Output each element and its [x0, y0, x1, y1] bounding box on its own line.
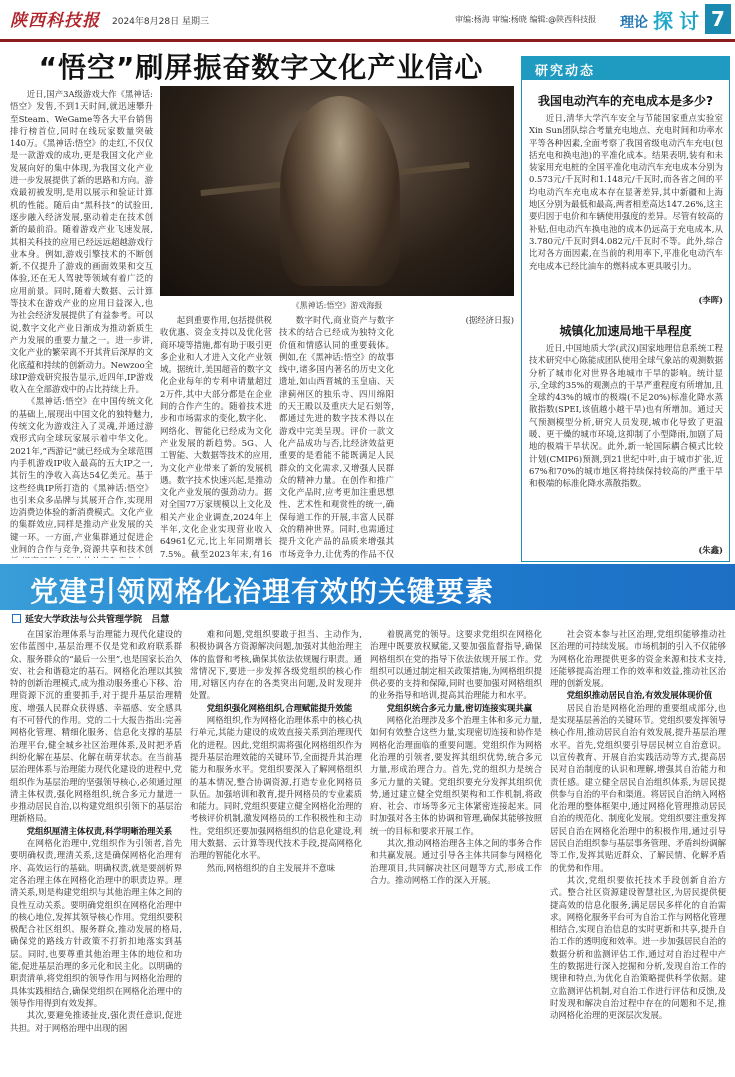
masthead: [0, 0, 735, 42]
article1-column-3a: [279, 314, 394, 560]
byline-author: 吕慧: [151, 615, 170, 625]
byline-org: 延安大学政法与公共管理学院: [25, 615, 143, 625]
article2-subhead-1: 党组织厘清主体权责,科学明晰治理关系: [26, 825, 173, 836]
article1-source: (据经济日报): [465, 315, 514, 325]
article2-headline: 党建引领网格化治理有效的关键要素: [30, 575, 495, 608]
photo-caption: 《黑神话:悟空》游戏海报: [291, 301, 383, 310]
sidebar-item2-title: 城镇化加速局地干旱程度: [559, 324, 692, 338]
article2-subhead-2: 党组织强化网格组织,合理赋能提升效能: [206, 702, 353, 713]
article2-column-1: [10, 628, 182, 1074]
article2-text-2a: 难和问题,党组织要敢于担当、主动作为,积极协调各方资源解决问题,加强对其他治理主体的监督和考核,确保其依法依规履行职责。通常情况下,要进一步发挥各级党组织的核心作用,对辖区内存在的各类突出问题,及时发现并处置。: [190, 629, 362, 701]
article1-text-1: 近日,国产3A级游戏大作《黑神话:悟空》发售,不到1天时间,就迅速攀升至Steam、WeGame等各大平台销售排行榜首位,同时在线玩家数量突破140万。《黑神话:悟空》的走红,不仅仅是一款游戏的成功,更是我国文化产业发展向好的集中体现,为我国文化产业进一步发展提供了新的思路和方向。游戏最初被发明,是用以展示和验证计算机的性能。随后由“黑科技”的试验田,逐步融入经济发展,驱动着走在技术创新的最前沿。随着游戏产业飞速发展,其相关科技的应用已经远远超越游戏行业本身。例如,游戏引擎技术的不断创新,不仅提升了游戏的画面效果和交互体验,还在无人驾驶等领域有着广泛的应用前景。同时,随着大数据、云计算等技术在游戏产业的应用日益深入,也为社会经济发展提供了有益参考。可以说,数字文化产业日渐成为推动新质生产力发展的重要力量之一。进一步讲,文化产业的繁荣离不开其背后深厚的文化底蕴和持续的创新动力。Newzoo全球IP游戏研究报告显示,近四年,IP游戏收入在全部游戏中的占比持续上升。: [10, 89, 153, 395]
sidebar-item1-title: 我国电动汽车的充电成本是多少?: [538, 94, 713, 108]
sidebar-header: [521, 56, 730, 80]
article2-text-2c: 然而,网格组织的自主发展并不意味: [206, 862, 336, 873]
sidebar-item1-body: [529, 112, 723, 308]
sidebar-header-label: 研究动态: [535, 64, 596, 79]
article1-text-1b: 《黑神话:悟空》在中国传统文化的基础上,展现出中国文化的独特魅力,传统文化为游戏注入了灵魂,并通过游戏形式向全球玩家展示着中华文化。2021年,“西游记”就已经成为全球范围内手机游戏IP收入最高的五大IP之一,其衍生的净收入高达54亿美元。基于这些经典IP所打造的《黑神话:悟空》也引来众多品牌与其展开合作,实现用边消费边体验的新消费模式。文化产业的集群效应,同样是推动产业发展的关键一环。一方面,产业集群通过促进企业间的合作与竞争,资源共享和技术创: [10, 396, 153, 554]
photo-figure-shape: [280, 96, 400, 286]
sidebar-item2-author: (朱鑫): [698, 545, 723, 555]
article2-headline-band: [0, 564, 735, 610]
article2-text-2b: 网格组织,作为网格化治理体系中的核心执行单元,其能力建设的成效直接关系到治理现代化的进程。因此,党组织需将强化网格组织作为提升基层治理效能的关键环节,全面提升其治理能力和服务水平。党组织要深入了解网格组织的基本情况,整合协调资源,打造专业化网格员队伍。加强培训和教育,提升网格员的专业素质和能力。同时,党组织要建立健全网格化治理的考核评价机制,激发网格员的工作积极性和主动性。党组织还要加强网格组织的信息化建设,利用大数据、云计算等现代技术手段,提高网格化治理的智能化水平。: [190, 715, 362, 861]
article2-text-4c: 其次,党组织要依托技术手段创新自治方式。整合社区资源建设智慧社区,为居民提供便捷高效的信息化服务,满足居民多样化的自治需求。网格化服务平台可为自治工作与网格化管理相结合,实现自治信息的实时更新和共享,提升自治工作的透明度和效率。进一步加强居民自治的数据分析和监测评估工作,通过对自治过程中产生的数据进行深入挖掘和分析,发现自治工作的规律和特点,为优化自治策略提供科学依据。建立监测评估机制,对自治工作进行评估和反馈,及时发现和解决自治过程中存在的问题和不足,推动网格化治理的更深层次发展。: [550, 874, 726, 1021]
issue-date: 2024年8月28日 星期三: [112, 17, 209, 27]
newspaper-logo: 陕西科技报: [10, 11, 100, 31]
section-label-a: 理论: [620, 15, 648, 31]
article2-text-3c: 其次,推动网格治理各主体之间的事务合作和共赢发展。通过引导各主体共同参与网格化治理项目,共同解决社区问题等方式,形成工作合力。推动网格工作的深入开展。: [370, 838, 542, 885]
game-poster-photo: [160, 86, 514, 296]
article2-text-1c: 其次,要避免推诿扯皮,强化责任意识,促进共担。对于网格治理中出现的困: [10, 1010, 182, 1033]
article1-column-4: [398, 314, 514, 560]
article2-text-4b: 居民自治是网格化治理的重要组成部分,也是实现基层善治的关键环节。党组织要发挥领导核心作用,推动居民自治有效发展,提升基层治理水平。首先,党组织要引导居民树立自治意识。以宣传教育、开展自治实践活动等方式,提高居民对自治制度的认识和理解,增强其自治能力和责任感。建立健全居民自治组织体系,为居民提供参与自治的平台和渠道。将居民自治纳入网格化治理的整体框架中,通过网格化管理推动居民自治的规范化、制度化发展。党组织要注重发挥居民自治在网格化治理中的积极作用,通过引导居民自治组织参与基层事务管理、矛盾纠纷调解等工作,发挥其贴近群众、了解民情、化解矛盾的优势和作用。: [550, 702, 726, 873]
article2-text-1b: 在网格化治理中,党组织作为引领者,首先要明确权责,理清关系,这是确保网格化治理有序、高效运行的基础。明确权责,就是要剖析界定各治理主体在网格化治理中的职责边界。理清关系,则是构建党组织与其他治理主体之间的良性互动关系。要明确党组织在网格化治理中的核心地位,发挥其领导核心作用。党组织要积极配合社区组织、服务群众,推动发展的格局,确保党的路线方针政策不打折扣地落实到基层。同时,也要尊重其他治理主体的地位和功能,促进基层治理的多元化和民主化。以明确的职责清单,将党组织的领导作用与网格化治理的具体实践相结合,确保党组织在网格化治理中的领导作用得到有效发挥。: [10, 838, 182, 1008]
sidebar-item1-text: 近日,清华大学汽车安全与节能国家重点实验室Xin Sun团队综合考量充电地点、充电时间和功率水平等各种因素,全面考察了我国省级电动汽车充电(包括充电和换电池)的平准化成本。结果表明,装有和未装家用充电桩的全国平准化电动汽车充电成本分别为0.573元/千瓦时和1.148元/千瓦时,而各省之间的平均电动汽车充电成本存在显著差异,其中新疆和上海地区分别为最低和最高,两者相差高达147.26%,这主要归因于电价和车辆使用强度的差异。尽管有较高的补贴,但电动汽车换电池的成本仍远高于充电成本,从3.780元/千瓦时到4.082元/千瓦时不等。此外,综合比对各方面因素,在当前的利用率下,平准化电动汽车充电成本已经比油车的燃料成本更具吸引力。: [529, 113, 723, 271]
article2-text-4a: 社会资本参与社区治理,党组织能够推动社区治理的可持续发展。市场机制的引入不仅能够为网格化治理提供更多的资金来源和技术支持,还能够提高治理工作的效率和效益,推动社区治理的创新发展。: [550, 629, 726, 689]
article2-text-3b: 网格化治理涉及多个治理主体和多元力量,如何有效整合这些力量,实现密切连接和协作是网格化治理面临的重要问题。党组织作为网格化治理的引领者,要发挥其组织优势,统合多元力量,形成治理合力。首先,党的组织力是统合多元力量的关键。党组织要充分发挥其组织优势,通过建立健全党组织架构和工作机制,将政府、社会、市场等多元主体紧密连接起来。同时加强对各主体的协调和管理,确保其能够按照统一的目标和要求开展工作。: [370, 715, 542, 836]
article1-text-2: 起到重要作用,包括提供税收优惠、资金支持以及优化营商环境等措施,都有助于吸引更多企业和人才进入文化产业领域。据统计,美国超音的数字文化企业每年的专利申请量超过2万件,其中大部分都是在企业间的合作产生的。随着技术进步和市场需求的变化,数字化、网络化、智能化已经成为文化产业发展的新趋势。5G、人工智能、大数据等技术的应用,为文化产业带来了新的发展机遇。数字技术快速兴起,是推动文化产业发展的强劲动力。据对全国77万家规模以上文化及相关产业企业调查,2024年上半年,文化企业实现营业收入64961亿元,比上年同期增长7.5%。截至2023年末,有16: [160, 315, 272, 559]
sidebar-item2-body: [529, 342, 723, 542]
article2-subhead-4: 党组织推动居民自治,有效发展体现价值: [566, 690, 713, 701]
sidebar-item1-author: (李晖): [698, 295, 723, 305]
page-number: 7: [705, 4, 731, 34]
article2-text-3a: 着脱离党的领导。这要求党组织在网格化治理中既要放权赋能,又要加强监督指导,确保网格组织在党的指导下依法依规开展工作。党组织可以通过制定相关政策措施,为网格组织提供必要的支持和保障,同时也要加强对网格组织的业务指导和培训,提高其治理能力和水平。: [370, 629, 542, 701]
editor-credits: 审编:杨海 审编:杨晓 编辑:@陕西科技报: [455, 15, 597, 24]
sidebar-item2-text: 近日,中国地质大学(武汉)国家地理信息系统工程技术研究中心陈能成团队使用全球气象站的观测数据分析了城市化对世界各地城市干旱的影响。统计显示,全球约35%的观测点的干旱严重程度有所增加,且全球约43%的城市的极端(不足20%)标准化降水蒸散指数(SPEI,该值越小越干旱)也有所增加。通过天气预测模型分析,研究人员发现,城市化导致了更温暖、更干燥的城市环境,这抑制了小型降雨,加剧了局地的极端干旱状况。此外,新一轮国际耦合模式比较计划(CMIP6)预测,到21世纪中叶,由于城市扩张,近67%和70%的城市地区将持续保持较高的严重干旱和极端的标准化降水蒸散指数。: [529, 343, 723, 489]
article2-column-2: [190, 628, 362, 1074]
article2-byline: [12, 612, 169, 625]
article1-column-2: [160, 314, 272, 560]
article1-column-1: [10, 88, 153, 558]
article2-column-4: [550, 628, 726, 1074]
article2-text-1a: 在国家治理体系与治理能力现代化建设的宏伟蓝图中,基层治理不仅是党和政府联系群众、服务群众的“最后一公里”,也是国家长治久安、社会和谐稳定的基石。网格化治理以其独特的创新治理模式,成为推动服务重心下移、治理资源下沉的重要抓手,对于提升基层治理精度、增强人民群众获得感、幸福感、安全感具有不可替代的作用。党的二十大报告指出:完善网格化管理、精细化服务、信息化支撑的基层治理平台,健全城乡社区治理体系,及时把矛盾纠纷化解在基层、化解在萌芽状态。在当前基层治理体系与治理能力现代化建设的进程中,党组织作为基层治理的坚强领导核心,必须通过厘清主体权责,强化网格组织,统合多元力量进一步推动居民自治,以构建党组织引领下的基层治理新格局。: [10, 629, 182, 824]
article1-headline: “悟空”刷屏振奋数字文化产业信心: [38, 51, 484, 84]
article1-text-3: 数字时代,商业资产与数字技术的结合已经成为独特文化价值和情感认同的重要载体。例如,在《黑神话:悟空》的故事线中,诸多国内著名的历史文化遗址,如山西晋城的玉皇庙、天津蓟州区的独乐寺、四川绵阳的天王殿以及重庆大足石刻等,都通过先进的数字技术得以在游戏中完美呈现。评价一款文化产品成功与否,比经济效益更重要的是看能不能既满足人民群众的文化需求,又增强人民群众的精神力量。在创作和推广文化产品时,应考更加注重思想性、艺术性和观赏性的统一,确保每道工作的开展,丰富人民群众的精神世界。同时,也需通过提升文化产品的品质来增强其市场竞争力,让优秀的作品不仅: [279, 315, 394, 559]
article2-subhead-3: 党组织统合多元力量,密切连接实现共赢: [386, 702, 533, 713]
sidebar-item1-author-wrap: [529, 294, 723, 308]
sidebar-item2-author-wrap: [529, 544, 723, 558]
section-label-b: 探讨: [653, 9, 705, 33]
article2-column-3: [370, 628, 542, 1074]
byline-square-icon: [12, 614, 21, 623]
